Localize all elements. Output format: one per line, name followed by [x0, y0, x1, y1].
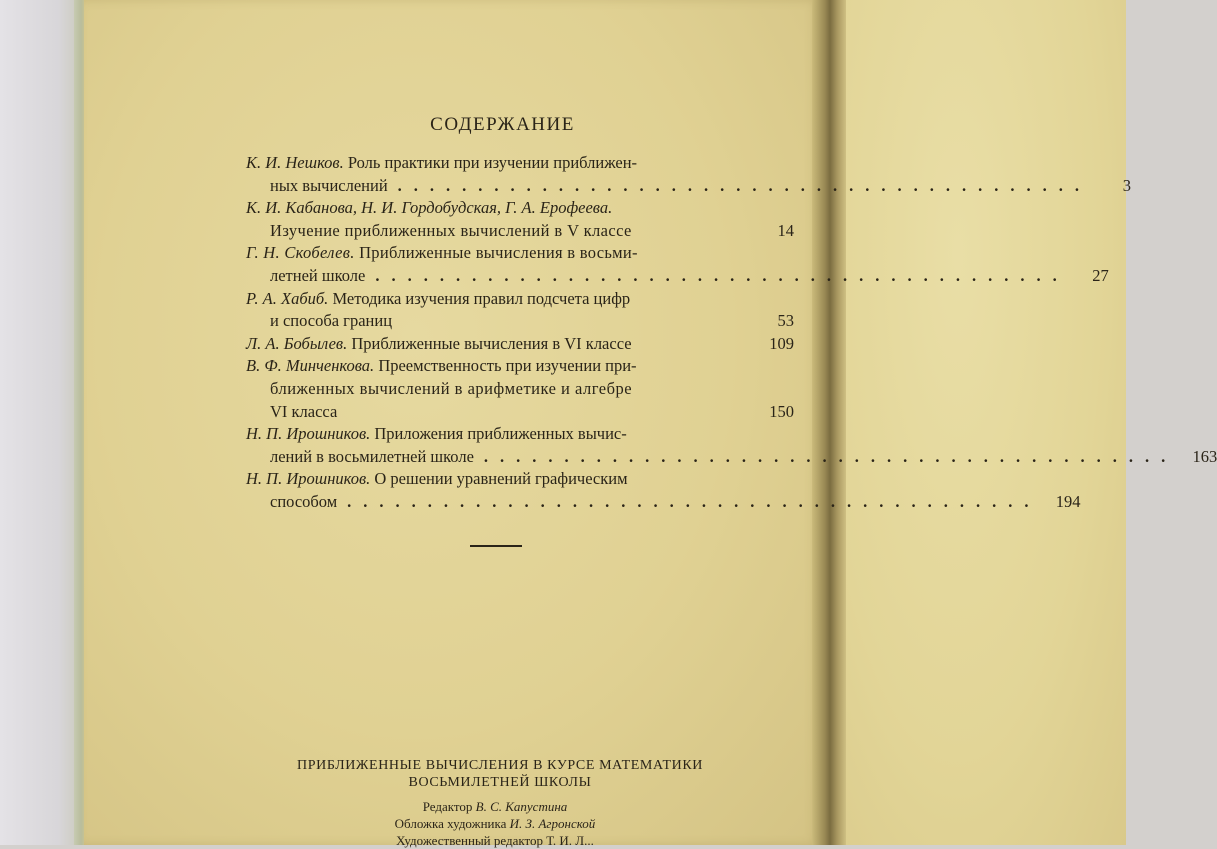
toc-entry-title: Приближенные вычисления в восьми- [359, 243, 638, 263]
toc-entry-author: Н. П. Ирошников. [246, 469, 371, 489]
imprint-credits [0, 798, 990, 849]
toc-entry-title: Роль практики при изучении приближен- [347, 153, 638, 172]
toc-entry-title: О решении уравнений графическим [374, 469, 628, 489]
table-of-contents [246, 152, 1217, 514]
cover-role: Обложка художника [394, 816, 507, 831]
editor-name: В. С. Капустина [475, 799, 568, 814]
leader-dots: ........................................... [483, 446, 1178, 466]
toc-entry-author: Г. Н. Скобелев. [246, 243, 355, 263]
toc-entry [246, 468, 1081, 513]
leader-dots: ........................................... [375, 265, 1069, 285]
imprint-title-line1: ПРИБЛИЖЕННЫЕ ВЫЧИСЛЕНИЯ В КУРСЕ МАТЕМАТИКИ [297, 758, 703, 773]
toc-entry-title-cont: VI класса [270, 401, 338, 421]
toc-entry-page: 163 [1192, 446, 1217, 466]
toc-entry-page: 194 [1055, 491, 1081, 511]
toc-entry [246, 423, 1217, 468]
toc-entry-title: Методика изучения правил подсчета цифр [332, 288, 631, 308]
editor-role: Редактор [422, 799, 473, 814]
toc-title: СОДЕРЖАНИЕ [430, 114, 575, 135]
toc-entry [246, 197, 794, 242]
toc-entry [246, 355, 794, 423]
art-editor-line: Художественный редактор Т. И. Л... [396, 833, 594, 848]
leader-dots: ........................................... [397, 175, 1092, 195]
toc-entry-author: Н. П. Ирошников. [246, 424, 371, 444]
toc-entry-author: К. И. Нешков. [246, 153, 344, 172]
toc-entry-title-cont: и способа границ [270, 311, 393, 331]
cover-name: И. З. Агронской [509, 816, 596, 831]
toc-entry-title-cont: ближенных вычислений в арифметике и алгебре [270, 378, 633, 398]
toc-entry [246, 152, 1132, 197]
toc-entry-author: В. Ф. Минченкова. [246, 356, 375, 376]
toc-entry-title: Приближенные вычисления в VI классе [351, 333, 632, 353]
toc-entry-title-cont: способом [270, 491, 338, 511]
toc-entry [246, 333, 794, 356]
imprint-title [0, 757, 1000, 791]
toc-entry-author: Л. А. Бобылев. [246, 333, 348, 353]
toc-entry-author: К. И. Кабанова, Н. И. Гордобудская, Г. А. Ерофеева. [246, 198, 613, 218]
section-divider [470, 545, 522, 547]
toc-entry [246, 288, 794, 333]
toc-entry-page: 150 [769, 401, 794, 421]
toc-entry-page: 3 [1122, 175, 1132, 195]
toc-entry-title: Приложения приближенных вычис- [374, 424, 627, 444]
toc-entry-page: 27 [1092, 265, 1109, 285]
toc-entry-title-cont: ных вычислений [270, 175, 388, 195]
toc-entry-title-cont: лений в восьмилетней школе [270, 446, 474, 466]
toc-entry-page: 14 [777, 220, 794, 240]
toc-entry-author: Р. А. Хабиб. [246, 288, 329, 308]
toc-entry-page: 109 [769, 333, 794, 353]
toc-entry-title: Преемственность при изучении при- [378, 356, 637, 376]
toc-entry-page: 53 [777, 311, 794, 331]
imprint-title-line2: ВОСЬМИЛЕТНЕЙ ШКОЛЫ [408, 775, 592, 790]
toc-entry-title: Изучение приближенных вычислений в V классе [270, 220, 632, 240]
toc-entry-title-cont: летней школе [270, 265, 366, 285]
toc-entry [246, 242, 1109, 287]
leader-dots: ........................................... [347, 491, 1041, 511]
